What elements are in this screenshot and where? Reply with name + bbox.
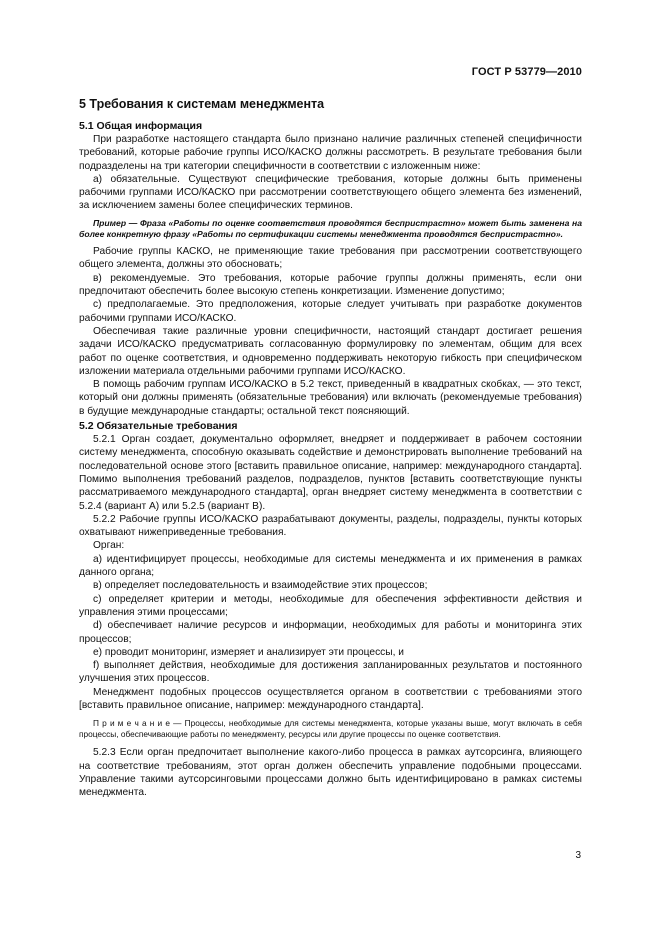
document-body [79, 97, 582, 799]
clause-5-2-1: 5.2.1 Орган создает, документально оформляет, внедряет и поддерживает в рабочем состоянии систему менеджмента, способную оказывать содействие и демонстрировать выполнение требований на последовательной основе этого [вставить правильное описание, например: международного стандарта]. Помимо выполнения требований разделов, подразделов, пунктов [вставить соответствующие пункты рассматриваемого международного стандарта], орган внедряет систему менеджмента в соответствии с 5.2.4 (вариант А) или 5.2.5 (вариант В). [79, 434, 582, 512]
paragraph: Рабочие группы КАСКО, не применяющие такие требования при рассмотрении соответствующего общего элемента, должны это обосновать; [79, 246, 582, 271]
section-title: 5 Требования к системам менеджмента [79, 97, 325, 111]
subsection-title-5-1: 5.1 Общая информация [79, 120, 203, 132]
organ-label: Орган: [93, 540, 125, 552]
paragraph: В помощь рабочим группам ИСО/КАСКО в 5.2 текст, приведенный в квадратных скобках, — это текст, который они должны применять (обязательные требования) или включать (рекомендуемые требования) в будущие международные стандарты; остальной текст поясняющий. [79, 379, 582, 417]
clause-5-2-2: 5.2.2 Рабочие группы ИСО/КАСКО разрабатывают документы, разделы, подразделы, пункты которых охватывают нижеприведенные требования. [79, 513, 582, 539]
paragraph: При разработке настоящего стандарта было признано наличие различных степеней специфичности требований, которые рабочие группы ИСО/КАСКО должны рассмотреть. В результате требования были подразделены на три категории специфичности в соответствии с изложенным ниже: [79, 134, 582, 172]
list-item-f: f) выполняет действия, необходимые для достижения запланированных результатов и постоянного улучшения этих процессов. [79, 660, 582, 685]
note-text: П р и м е ч а н и е — Процессы, необходимые для системы менеджмента, которые указаны выше, могут включать в себя процессы, обеспечивающие работы по менеджменту, ресурсы или другие процессы по оценке соответствия. [79, 718, 582, 740]
paragraph: Обеспечивая такие различные уровни специфичности, настоящий стандарт достигает решения задачи ИСО/КАСКО предусматривать согласованную формулировку по элементам, общим для всех работ по оценке соответствия, и одновременно поддерживать некоторую гибкость при специфическом изложении материала отдельными рабочими группами ИСО/КАСКО. [79, 325, 582, 377]
page-number: 3 [575, 850, 581, 861]
list-item-d: d) обеспечивает наличие ресурсов и информации, необходимых для работы и мониторинга этих процессов; [79, 620, 582, 645]
list-item-a: а) идентифицирует процессы, необходимые для системы менеджмента и их применения в рамках данного органа; [79, 553, 582, 579]
list-item-a: а) обязательные. Существуют специфические требования, которые должны быть применены рабочими группами ИСО/КАСКО при рассмотрении соответствующего общего элемента без изменений, за исключением замены более специфических терминов. [79, 173, 582, 212]
list-item-b: в) определяет последовательность и взаимодействие этих процессов; [93, 580, 428, 592]
example-text: Пример — Фраза «Работы по оценке соответствия проводятся беспристрастно» может быть заменена на более конкретную фразу «Работы по сертификации системы менеджмента проводятся беспристрастно». [79, 217, 582, 239]
list-item-c: с) предполагаемые. Это предположения, которые следует учитывать при разработке документов рабочими группами ИСО/КАСКО. [79, 299, 582, 324]
list-item-c: с) определяет критерии и методы, необходимые для обеспечения эффективности действия и управления этими процессами; [79, 593, 582, 618]
clause-5-2-3: 5.2.3 Если орган предпочитает выполнение какого-либо процесса в рамках аутсорсинга, влияющего на соответствие требованиям, этот орган должен обеспечить управление подобными процессами. Управление такими аутсорсинговыми процессами должно быть идентифицировано в рамках системы менеджмента. [79, 747, 582, 799]
list-item-b: в) рекомендуемые. Это требования, которые рабочие группы должны применять, если они предпочитают обеспечить более высокую степень конкретизации. Изменение допустимо; [79, 272, 582, 298]
list-item-e: е) проводит мониторинг, измеряет и анализирует эти процессы, и [93, 646, 404, 658]
standard-header: ГОСТ Р 53779—2010 [471, 66, 582, 78]
paragraph: Менеджмент подобных процессов осуществляется органом в соответствии с требованиями этого [вставить правильное описание, например: международного стандарта]. [79, 686, 582, 711]
subsection-title-5-2: 5.2 Обязательные требования [79, 420, 238, 433]
